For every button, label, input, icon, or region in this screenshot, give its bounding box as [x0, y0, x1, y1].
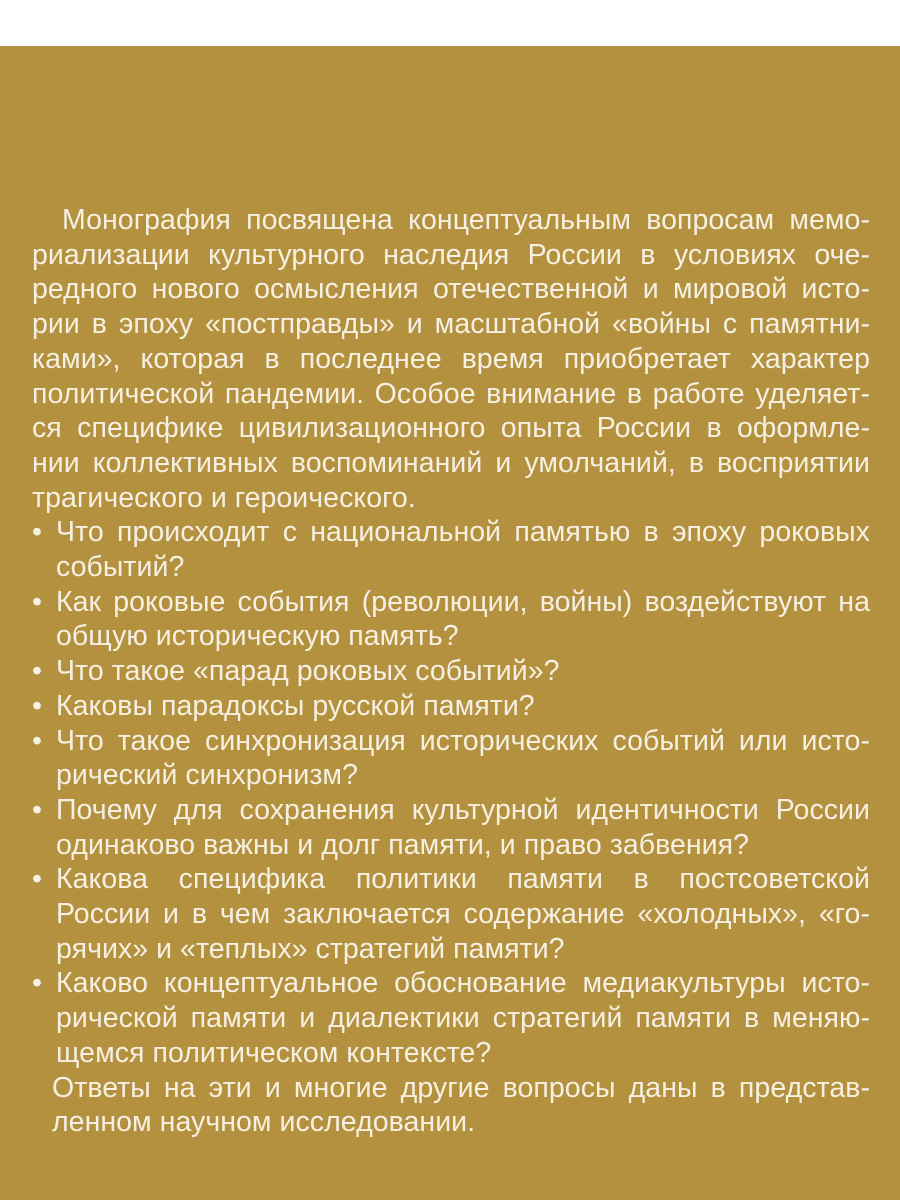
- intro-line: политической пандемии. Особое внимание в работе уделяет-: [32, 377, 870, 410]
- question-line: общую историческую память?: [56, 620, 459, 653]
- bullet-icon: •: [32, 689, 43, 722]
- bullet-icon: •: [32, 585, 43, 618]
- question-line: Какова специфика политики памяти в постсоветской: [56, 863, 870, 896]
- question-line: щемся политическом контексте?: [56, 1036, 492, 1069]
- bullet-icon: •: [32, 724, 43, 757]
- intro-line: Монография посвящена концептуальным вопросам мемо-: [62, 204, 870, 236]
- bullet-icon: •: [32, 793, 43, 826]
- intro-line: нии коллективных воспоминаний и умолчаний, в восприятии: [32, 446, 870, 479]
- intro-line: рии в эпоху «постправды» и масштабной «войны с памятни-: [32, 308, 870, 341]
- bullet-icon: •: [32, 863, 43, 896]
- question-line: Что происходит с национальной памятью в эпоху роковых: [56, 516, 870, 549]
- intro-line: трагического и героического.: [32, 481, 416, 514]
- question-line: России и в чем заключается содержание «холодных», «го-: [56, 898, 870, 931]
- question-line: Что такое «парад роковых событий»?: [56, 655, 560, 688]
- question-line: Что такое синхронизация исторических событий или исто-: [56, 724, 870, 757]
- question-line: Каково концептуальное обоснование медиакультуры исто-: [56, 967, 870, 1000]
- question-item: [32, 689, 870, 724]
- bullet-icon: •: [32, 516, 43, 549]
- question-line: Каковы парадоксы русской памяти?: [56, 689, 535, 722]
- question-item: [32, 966, 870, 1070]
- question-line: рячих» и «теплых» стратегий памяти?: [56, 932, 565, 965]
- intro-line: ками», которая в последнее время приобретает характер: [32, 342, 870, 375]
- question-line: одинаково важны и долг памяти, и право забвения?: [56, 828, 750, 861]
- question-item: [32, 515, 870, 584]
- question-line: событий?: [56, 551, 185, 584]
- intro-paragraph: [32, 203, 870, 515]
- intro-line: редного нового осмысления отечественной и мировой исто-: [32, 273, 870, 306]
- bullet-icon: •: [32, 655, 43, 688]
- question-item: [32, 724, 870, 793]
- bullet-icon: •: [32, 967, 43, 1000]
- question-line: Как роковые события (революции, войны) воздействуют на: [56, 585, 870, 618]
- annotation-text: [32, 203, 870, 1140]
- question-item: [32, 654, 870, 689]
- question-line: Почему для сохранения культурной идентичности России: [56, 793, 870, 826]
- question-line: рической памяти и диалектики стратегий памяти в меняю-: [56, 1002, 870, 1035]
- outro-line: ленном научном исследовании.: [52, 1106, 476, 1139]
- question-item: [32, 862, 870, 966]
- outro-line: Ответы на эти и многие другие вопросы даны в представ-: [52, 1071, 870, 1104]
- question-item: [32, 585, 870, 654]
- question-line: рический синхронизм?: [56, 759, 358, 792]
- intro-line: ся специфике цивилизационного опыта России в оформле-: [32, 412, 870, 445]
- intro-line: риализации культурного наследия России в условиях оче-: [32, 238, 870, 271]
- question-item: [32, 793, 870, 862]
- closing-paragraph: [32, 1071, 870, 1140]
